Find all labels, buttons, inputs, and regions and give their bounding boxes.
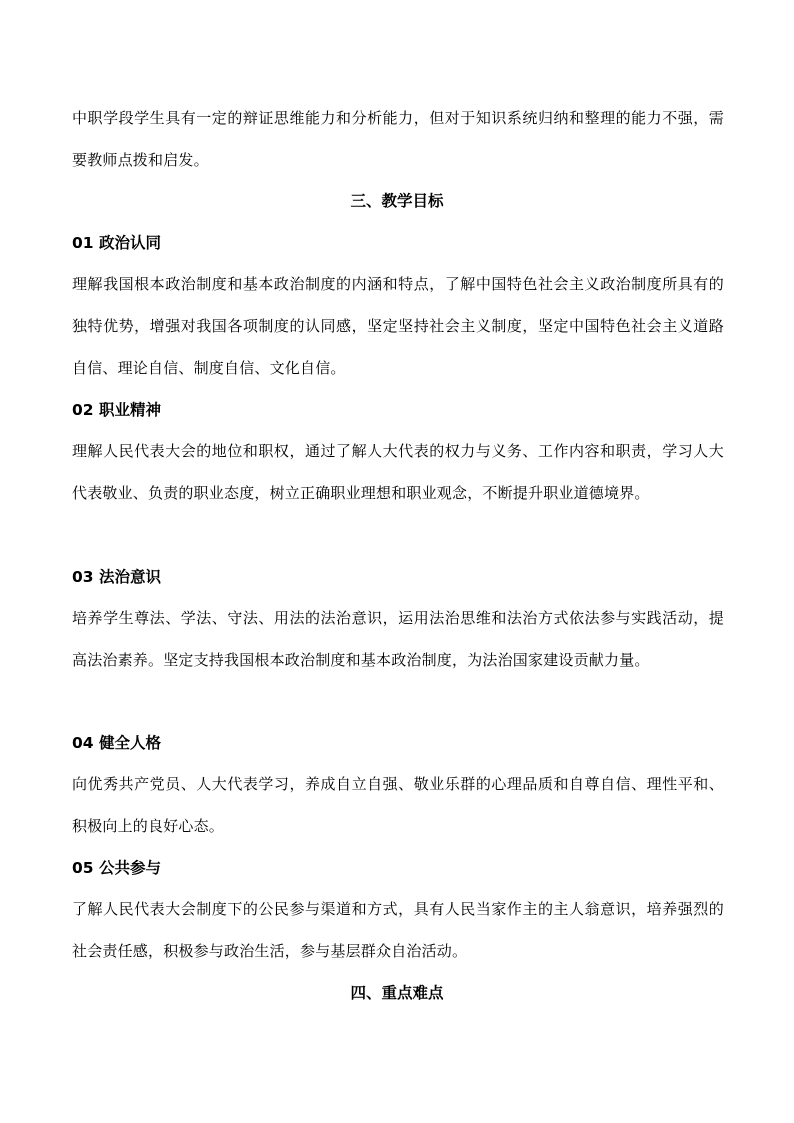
goal-text-public-participation: 了解人民代表大会制度下的公民参与渠道和方式，具有人民当家作主的主人翁意识，培养强烈的社会责任感，积极参与政治生活，参与基层群众自治活动。 <box>72 900 724 960</box>
goal-heading-public-participation: 05 公共参与 <box>72 859 161 877</box>
goal-text-sound-personality: 向优秀共产党员、人大代表学习，养成自立自强、敬业乐群的心理品质和自尊自信、理性平和、积极向上的良好心态。 <box>72 775 724 835</box>
section-title-key-points: 四、重点难点 <box>350 984 444 1002</box>
goal-text-rule-of-law: 培养学生尊法、学法、守法、用法的法治意识，运用法治思维和法治方式依法参与实践活动，提高法治素养。坚定支持我国根本政治制度和基本政治制度，为法治国家建设贡献力量。 <box>72 609 724 669</box>
goal-heading-professional-spirit: 02 职业精神 <box>72 401 161 419</box>
goal-heading-rule-of-law: 03 法治意识 <box>72 568 161 586</box>
goal-heading-sound-personality: 04 健全人格 <box>72 734 161 752</box>
section-title-teaching-goals: 三、教学目标 <box>350 192 444 210</box>
goal-text-political-identity: 理解我国根本政治制度和基本政治制度的内涵和特点，了解中国特色社会主义政治制度所具有的独特优势，增强对我国各项制度的认同感，坚定坚持社会主义制度，坚定中国特色社会主义道路自信、理论自信、制度自信、文化自信。 <box>72 275 724 377</box>
goal-heading-political-identity: 01 政治认同 <box>72 234 161 252</box>
intro-paragraph: 中职学段学生具有一定的辩证思维能力和分析能力，但对于知识系统归纳和整理的能力不强，需要教师点拨和启发。 <box>72 109 724 169</box>
goal-text-professional-spirit: 理解人民代表大会的地位和职权，通过了解人大代表的权力与义务、工作内容和职责，学习人大代表敬业、负责的职业态度，树立正确职业理想和职业观念，不断提升职业道德境界。 <box>72 442 724 502</box>
